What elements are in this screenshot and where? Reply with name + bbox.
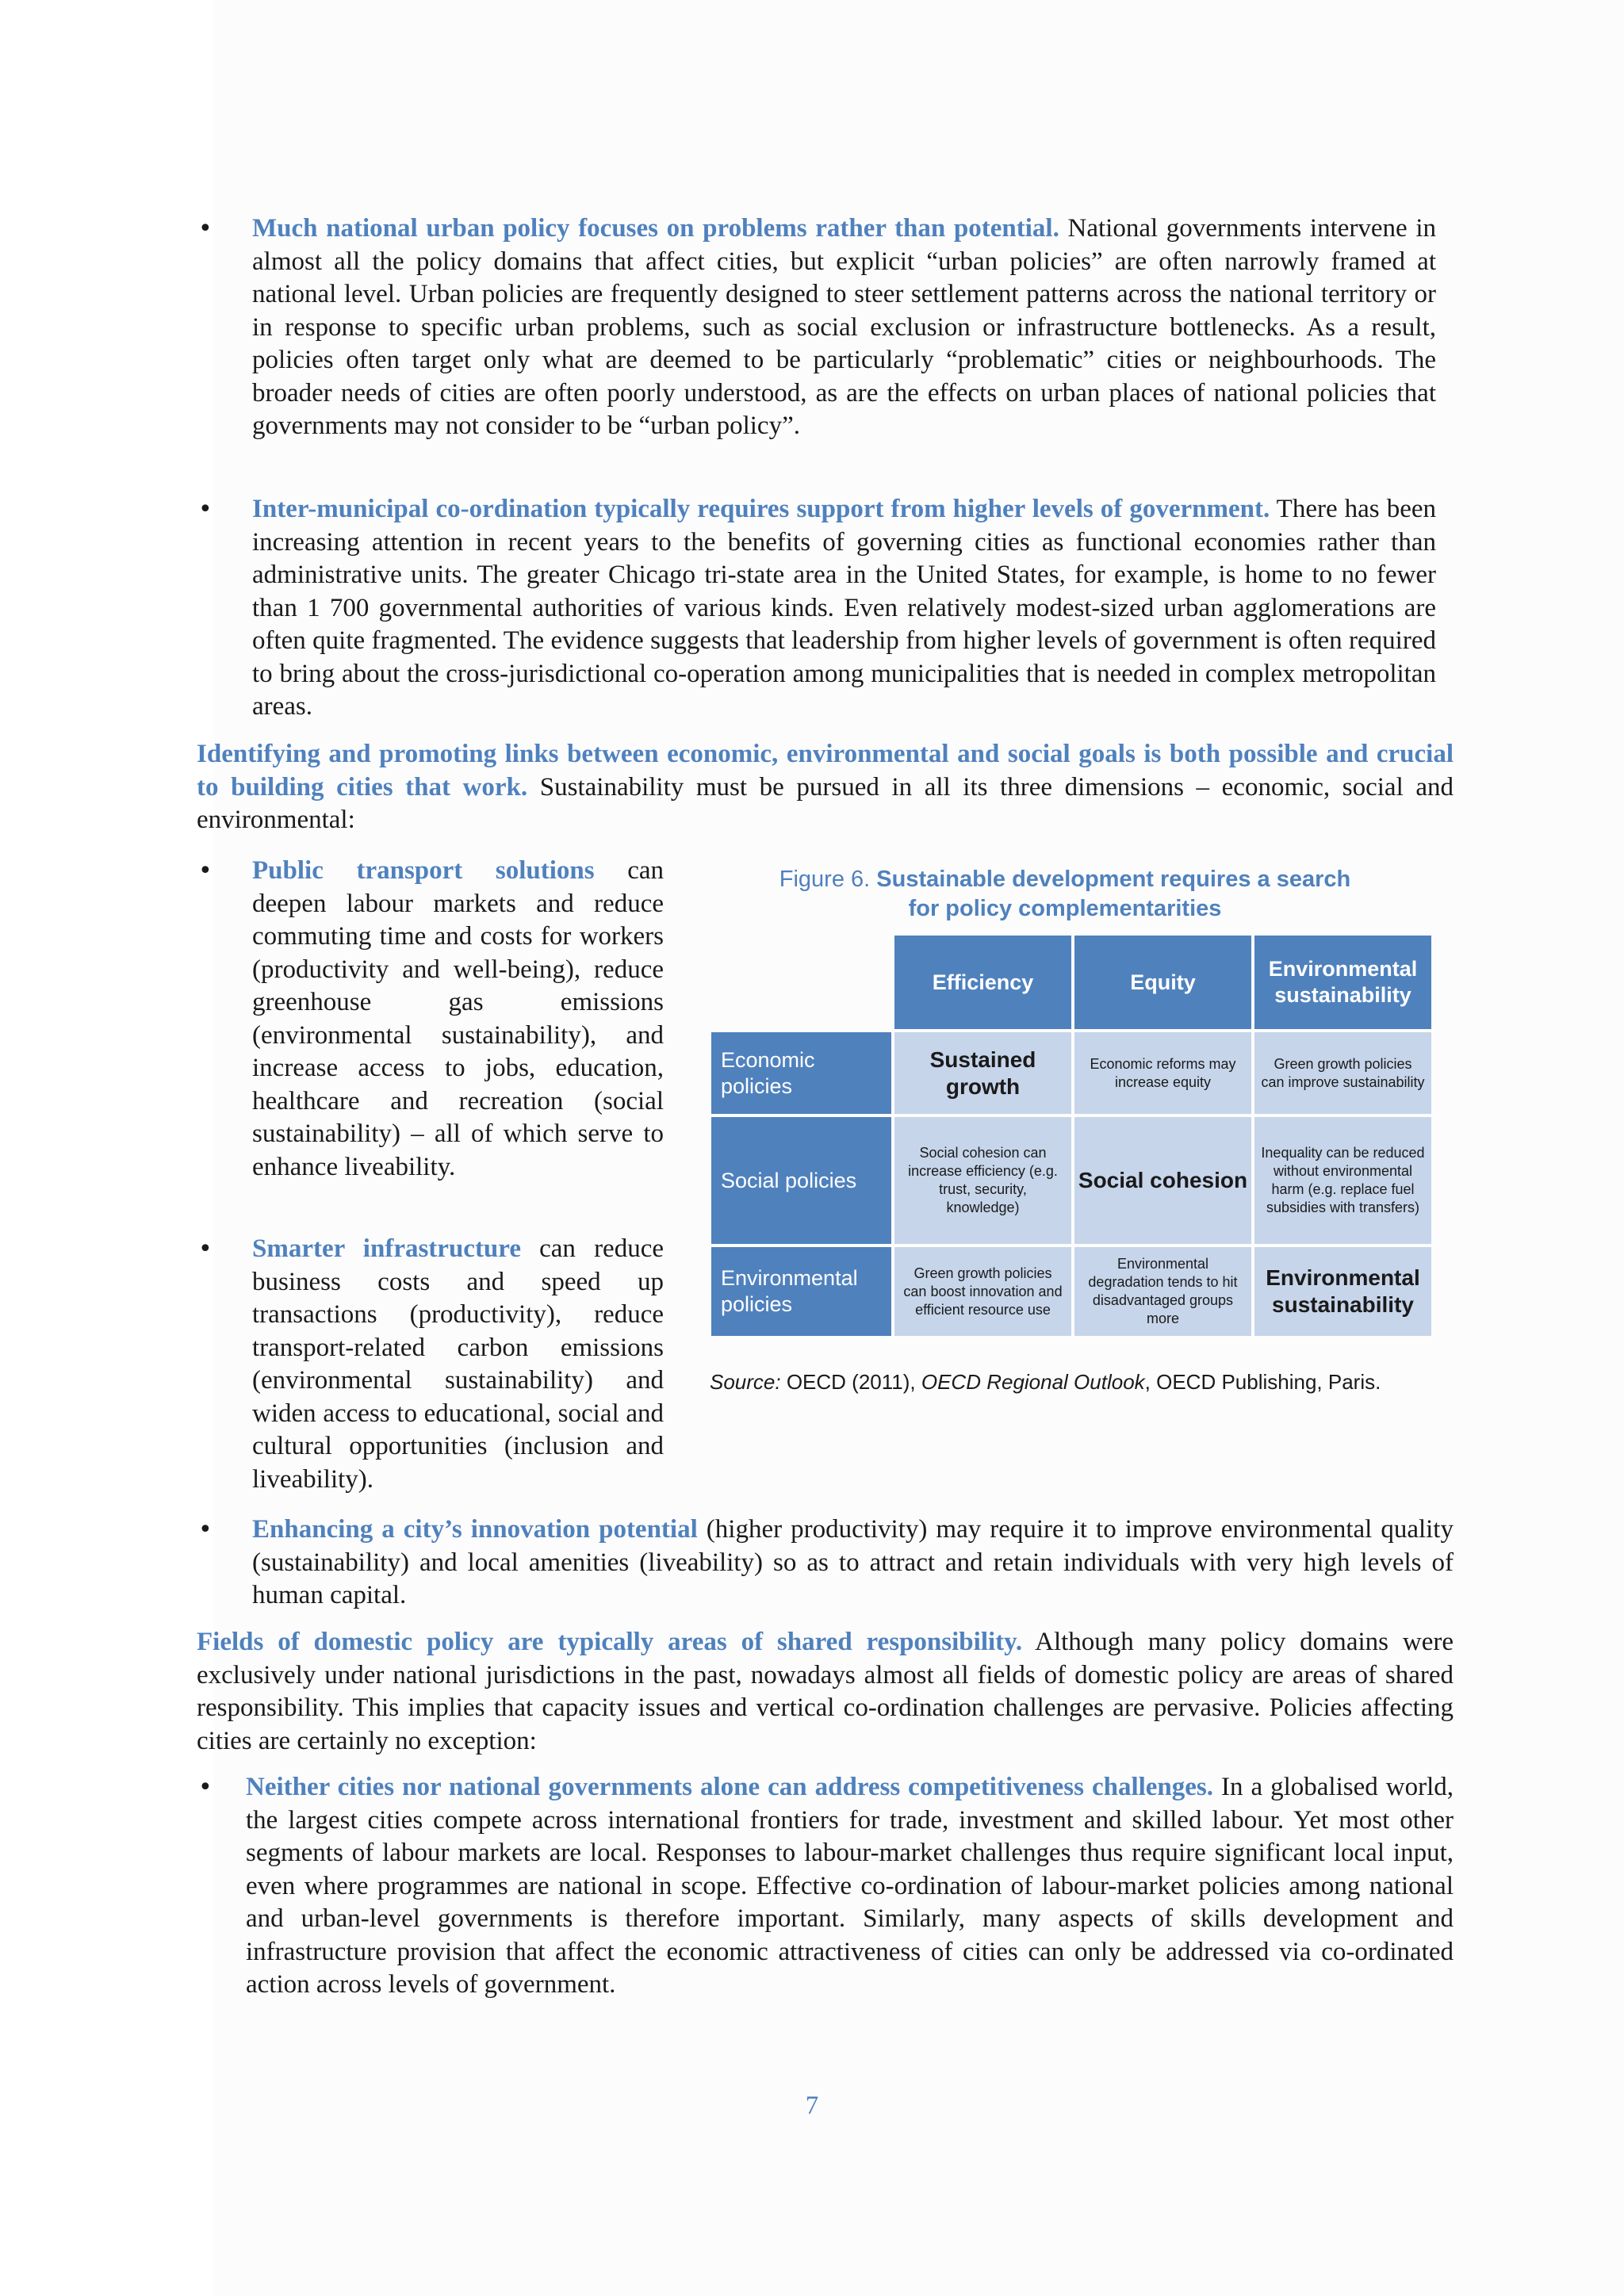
bullet-text: In a globalised world, the largest cities compete across international frontiers for trade, investment and skilled labour. Yet most other segments of labour markets are local. Responses to labour-market challenges thus require significant local input, even where programmes are national in scope. Effective co-ordination of labour-market policies among national and urban-level governments is therefore important. Similarly, many aspects of skills development and infrastructure provision that affect the economic attractiveness of cities can only be addressed via co-ordinated action across levels of government.	[246, 1773, 1454, 1999]
figure-title-line1: Sustainable development requires a search	[876, 867, 1351, 892]
matrix-cell: Environmental sustainability	[1254, 1247, 1431, 1336]
bullet-marker: •	[198, 1774, 213, 1801]
bullet-lead: Enhancing a city’s innovation potential	[252, 1515, 698, 1544]
bullet-inter-municipal	[252, 493, 1436, 724]
matrix-cell: Social cohesion	[1074, 1117, 1251, 1244]
figure-source	[710, 1369, 1381, 1395]
bullet-national-urban-policy	[252, 212, 1436, 443]
matrix-cell: Economic reforms may increase equity	[1074, 1032, 1251, 1114]
figure-title	[700, 865, 1430, 924]
source-publisher: , OECD Publishing, Paris.	[1144, 1370, 1381, 1394]
matrix-cell: Sustained growth	[894, 1032, 1071, 1114]
bullet-marker: •	[198, 857, 213, 885]
row-label-economic-policies: Economic policies	[711, 1032, 891, 1114]
matrix-cell: Environmental degradation tends to hit disadvantaged groups more	[1074, 1247, 1251, 1336]
bullet-marker: •	[198, 1516, 213, 1544]
matrix-cell: Green growth policies can boost innovation and efficient resource use	[894, 1247, 1071, 1336]
bullet-marker: •	[198, 1235, 213, 1263]
bullet-text: can reduce business costs and speed up transactions (productivity), reduce transport-related carbon emissions (environmental sustainability) and widen access to educational, social and cultural opportunities (inclusion and liveability).	[252, 1234, 664, 1494]
source-label: Source:	[710, 1370, 781, 1394]
paragraph-shared-responsibility	[197, 1626, 1454, 1758]
bullet-smarter-infrastructure	[252, 1233, 664, 1496]
bullet-text: can deepen labour markets and reduce commuting time and costs for workers (productivity and well-being), reduce greenhouse gas emissions (environmental sustainability), and increase access to jobs, education, healthcare and recreation (social sustainability) – all of which serve to enhance liveability.	[252, 856, 664, 1181]
bullet-competitiveness	[246, 1771, 1454, 2002]
bullet-innovation-potential	[252, 1513, 1454, 1613]
paragraph-text: Sustainability must be pursued in all its three dimensions – economic, social and environmental:	[197, 772, 1454, 834]
matrix-cell: Social cohesion can increase efficiency (e.g. trust, security, knowledge)	[894, 1117, 1071, 1244]
page-number: 7	[805, 2091, 819, 2120]
bullet-public-transport	[252, 855, 664, 1184]
bullet-lead: Neither cities nor national governments alone can address competitiveness challenges.	[246, 1773, 1214, 1801]
column-header-environmental-sustainability: Environmental sustainability	[1254, 936, 1431, 1029]
bullet-text: (higher productivity) may require it to improve environmental quality (sustainability) and local amenities (liveability) so as to attract and retain individuals with very high levels of human capital.	[252, 1515, 1454, 1609]
figure-6	[700, 852, 1446, 1423]
bullet-lead: Smarter infrastructure	[252, 1234, 521, 1263]
bullet-marker: •	[198, 496, 213, 523]
bullet-text: National governments intervene in almost all the policy domains that affect cities, but explicit “urban policies” are often narrowly framed at national level. Urban policies are frequently designed to steer settlement patterns across the national territory or in response to specific urban problems, such as social exclusion or infrastructure bottlenecks. As a result, policies often target only what are deemed to be particularly “problematic” cities or neighbourhoods. The broader needs of cities are often poorly understood, as are the effects on urban places of national policies that governments may not consider to be “urban policy”.	[252, 214, 1436, 440]
paragraph-lead: Fields of domestic policy are typically areas of shared responsibility.	[197, 1628, 1023, 1656]
row-label-environmental-policies: Environmental policies	[711, 1247, 891, 1336]
matrix-cell: Green growth policies can improve sustainability	[1254, 1032, 1431, 1114]
paragraph-lead: Identifying and promoting links between economic, environmental and social goals is both possible and crucial to building cities that work.	[197, 740, 1454, 802]
bullet-marker: •	[198, 215, 213, 243]
column-header-equity: Equity	[1074, 936, 1251, 1029]
figure-title-line2: for policy complementarities	[908, 896, 1222, 921]
bullet-text: There has been increasing attention in recent years to the benefits of governing cities as functional economies rather than administrative units. The greater Chicago tri-state area in the United States, for example, is home to no fewer than 1 700 governmental authorities of various kinds. Even relatively modest-sized urban agglomerations are often quite fragmented. The evidence suggests that leadership from higher levels of government is often required to bring about the cross-jurisdictional co-operation among municipalities that is needed in complex metropolitan areas.	[252, 495, 1436, 721]
column-header-efficiency: Efficiency	[894, 936, 1071, 1029]
row-label-social-policies: Social policies	[711, 1117, 891, 1244]
source-title: OECD Regional Outlook	[921, 1370, 1145, 1394]
source-text: OECD (2011),	[780, 1370, 921, 1394]
matrix-cell: Inequality can be reduced without environmental harm (e.g. replace fuel subsidies with transfers)	[1254, 1117, 1431, 1244]
bullet-lead: Inter-municipal co-ordination typically requires support from higher levels of government.	[252, 495, 1270, 523]
bullet-lead: Much national urban policy focuses on problems rather than potential.	[252, 214, 1059, 243]
figure-label: Figure 6.	[779, 867, 871, 892]
paragraph-sustainability-links	[197, 738, 1454, 837]
bullet-lead: Public transport solutions	[252, 856, 595, 885]
paragraph-text: Although many policy domains were exclusively under national jurisdictions in the past, nowadays almost all fields of domestic policy are areas of shared responsibility. This implies that capacity issues and vertical co-ordination challenges are pervasive. Policies affecting cities are certainly no exception:	[197, 1628, 1454, 1755]
